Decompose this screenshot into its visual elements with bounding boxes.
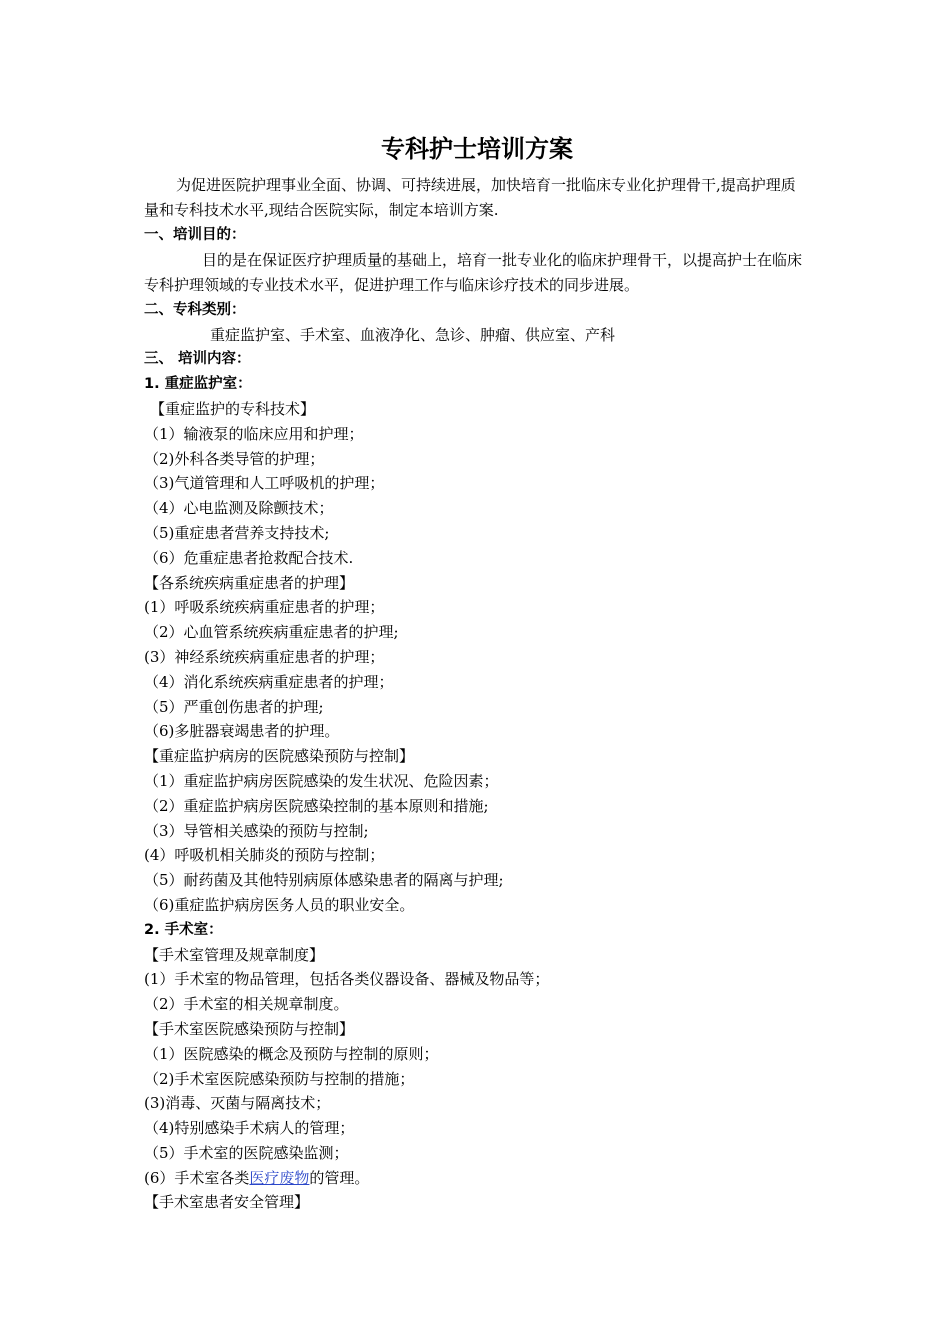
subsection-heading-or: 2. 手术室： <box>144 921 223 938</box>
list-item: （2)手术室医院感染预防与控制的措施； <box>144 1069 415 1088</box>
section-heading-content: 三、 培训内容： <box>144 351 251 368</box>
list-item: （1）医院感染的概念及预防与控制的原则； <box>144 1044 439 1063</box>
list-item: （4）心电监测及除颤技术； <box>144 499 334 518</box>
medical-waste-link[interactable]: 医疗废物 <box>249 1168 310 1187</box>
list-item: （1）输液泵的临床应用和护理； <box>144 424 364 443</box>
list-item: (1）呼吸系统疾病重症患者的护理； <box>144 598 385 617</box>
list-item: （4)特别感染手术病人的管理； <box>144 1119 355 1138</box>
list-item <box>144 1166 810 1191</box>
document-body <box>144 133 810 1215</box>
categories-list: 重症监护室、手术室、血液净化、急诊、肿瘤、供应室、产科 <box>210 325 616 344</box>
list-item: （5）手术室的医院感染监测； <box>144 1143 349 1162</box>
list-item: （2）重症监护病房医院感染控制的基本原则和措施; <box>144 796 489 815</box>
waste-suffix: 的管理。 <box>309 1168 370 1187</box>
list-item: （3）导管相关感染的预防与控制; <box>144 821 369 840</box>
list-item: （6)重症监护病房医务人员的职业安全。 <box>144 895 415 914</box>
list-item: （2）手术室的相关规章制度。 <box>144 995 349 1014</box>
icu-care-title: 【各系统疾病重症患者的护理】 <box>144 573 355 592</box>
list-item: （4）消化系统疾病重症患者的护理； <box>144 672 394 691</box>
list-item: （3)气道管理和人工呼吸机的护理； <box>144 474 385 493</box>
intro-paragraph: 为促进医院护理事业全面、协调、可持续进展，加快培育一批临床专业化护理骨干,提高护理质量和专科技术水平,现结合医院实际，制定本培训方案. <box>144 176 796 219</box>
icu-tech-title: 【重症监护的专科技术】 <box>150 399 316 418</box>
list-item: （5）耐药菌及其他特别病原体感染患者的隔离与护理; <box>144 871 504 890</box>
section-heading-categories: 二、专科类别： <box>144 301 246 318</box>
document-title: 专科护士培训方案 <box>381 135 573 163</box>
list-item: （5)重症患者营养支持技术; <box>144 523 330 542</box>
list-item: (4）呼吸机相关肺炎的预防与控制； <box>144 846 385 865</box>
section-heading-purpose: 一、培训目的： <box>144 227 246 243</box>
list-item: （2)外科各类导管的护理； <box>144 449 325 468</box>
or-safety-title: 【手术室患者安全管理】 <box>144 1193 310 1212</box>
list-item: （6)多脏器衰竭患者的护理。 <box>144 722 340 741</box>
list-item: (3)消毒、灭菌与隔离技术； <box>144 1094 331 1113</box>
list-item: (3）神经系统疾病重症患者的护理； <box>144 647 385 666</box>
subsection-heading-icu: 1. 重症监护室： <box>144 376 252 393</box>
purpose-paragraph: 目的是在保证医疗护理质量的基础上，培育一批专业化的临床护理骨干，以提高护士在临床专科护理领域的专业技术水平，促进护理工作与临床诊疗技术的同步进展。 <box>144 250 803 294</box>
or-management-title: 【手术室管理及规章制度】 <box>144 945 325 964</box>
list-item: （2）心血管系统疾病重症患者的护理; <box>144 623 399 642</box>
or-infection-title: 【手术室医院感染预防与控制】 <box>144 1019 355 1038</box>
list-item: （1）重症监护病房医院感染的发生状况、危险因素； <box>144 771 499 790</box>
list-item: （5）严重创伤患者的护理; <box>144 697 324 716</box>
waste-prefix: (6）手术室各类 <box>144 1168 250 1187</box>
list-item: (1）手术室的物品管理，包括各类仪器设备、器械及物品等； <box>144 970 550 989</box>
icu-infection-title: 【重症监护病房的医院感染预防与控制】 <box>144 747 415 766</box>
list-item: （6）危重症患者抢救配合技术. <box>144 548 354 567</box>
